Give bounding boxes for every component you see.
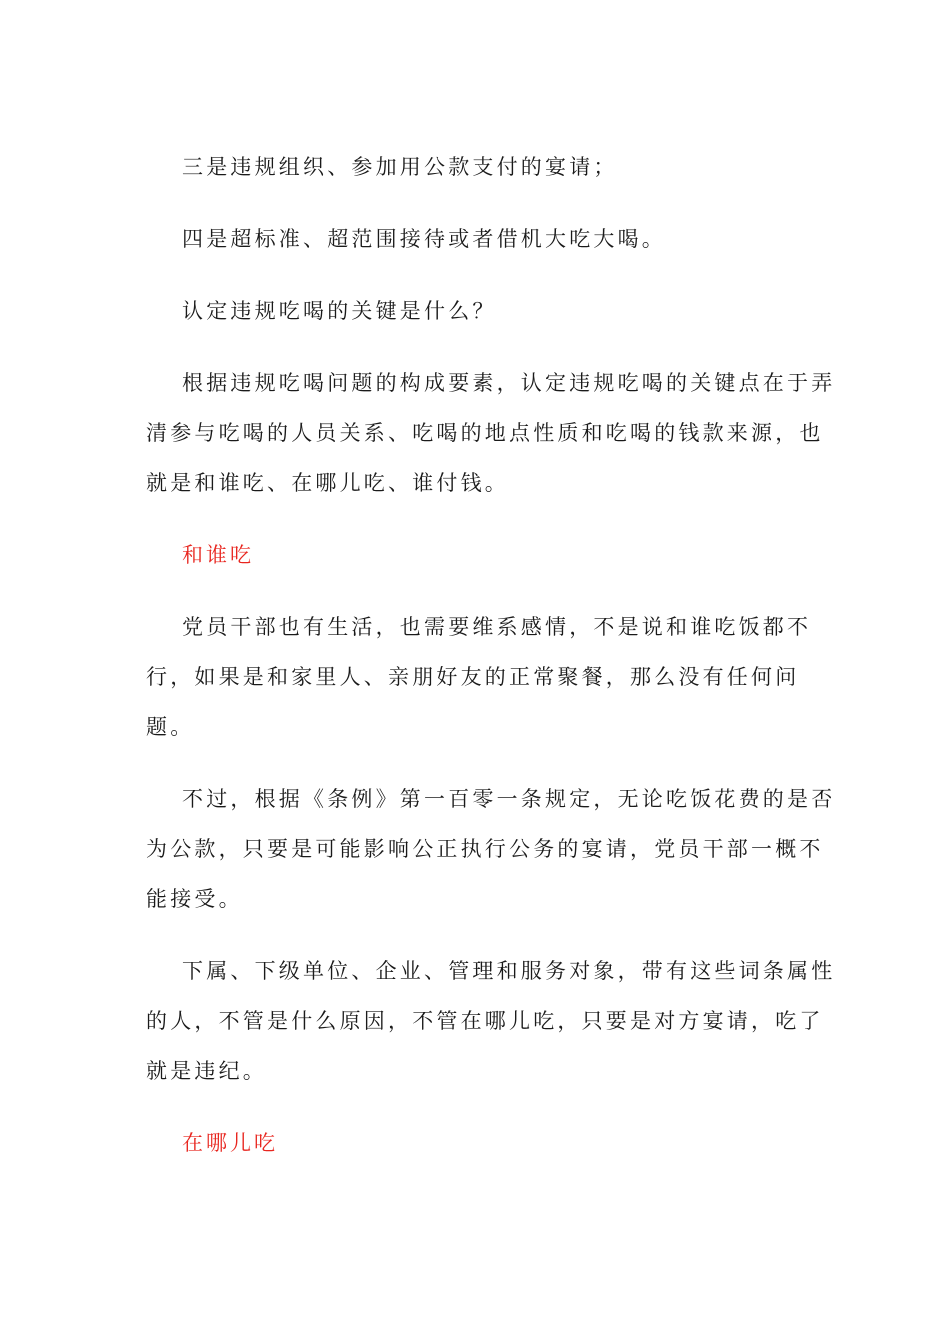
paragraph-key-points: 根据违规吃喝问题的构成要素，认定违规吃喝的关键点在于弄清参与吃喝的人员关系、吃喝的地点性质和吃喝的钱款来源，也就是和谁吃、在哪儿吃、谁付钱。 [146, 371, 836, 495]
paragraph-normal-dining: 党员干部也有生活，也需要维系感情，不是说和谁吃饭都不行，如果是和家里人、亲朋好友的正常聚餐，那么没有任何问题。 [146, 615, 812, 739]
paragraph-regulation-101: 不过，根据《条例》第一百零一条规定，无论吃饭花费的是否为公款，只要是可能影响公正执行公务的宴请，党员干部一概不能接受。 [146, 787, 836, 911]
section-heading-who: 和谁吃 [182, 543, 254, 567]
paragraph-subordinates: 下属、下级单位、企业、管理和服务对象，带有这些词条属性的人，不管是什么原因，不管在哪儿吃，只要是对方宴请，吃了就是违纪。 [146, 959, 836, 1083]
section-heading-where: 在哪儿吃 [182, 1131, 278, 1155]
paragraph-violation-banquet: 三是违规组织、参加用公款支付的宴请； [182, 155, 618, 179]
paragraph-key-question: 认定违规吃喝的关键是什么？ [182, 299, 497, 323]
paragraph-excess-reception: 四是超标准、超范围接待或者借机大吃大喝。 [182, 227, 666, 251]
